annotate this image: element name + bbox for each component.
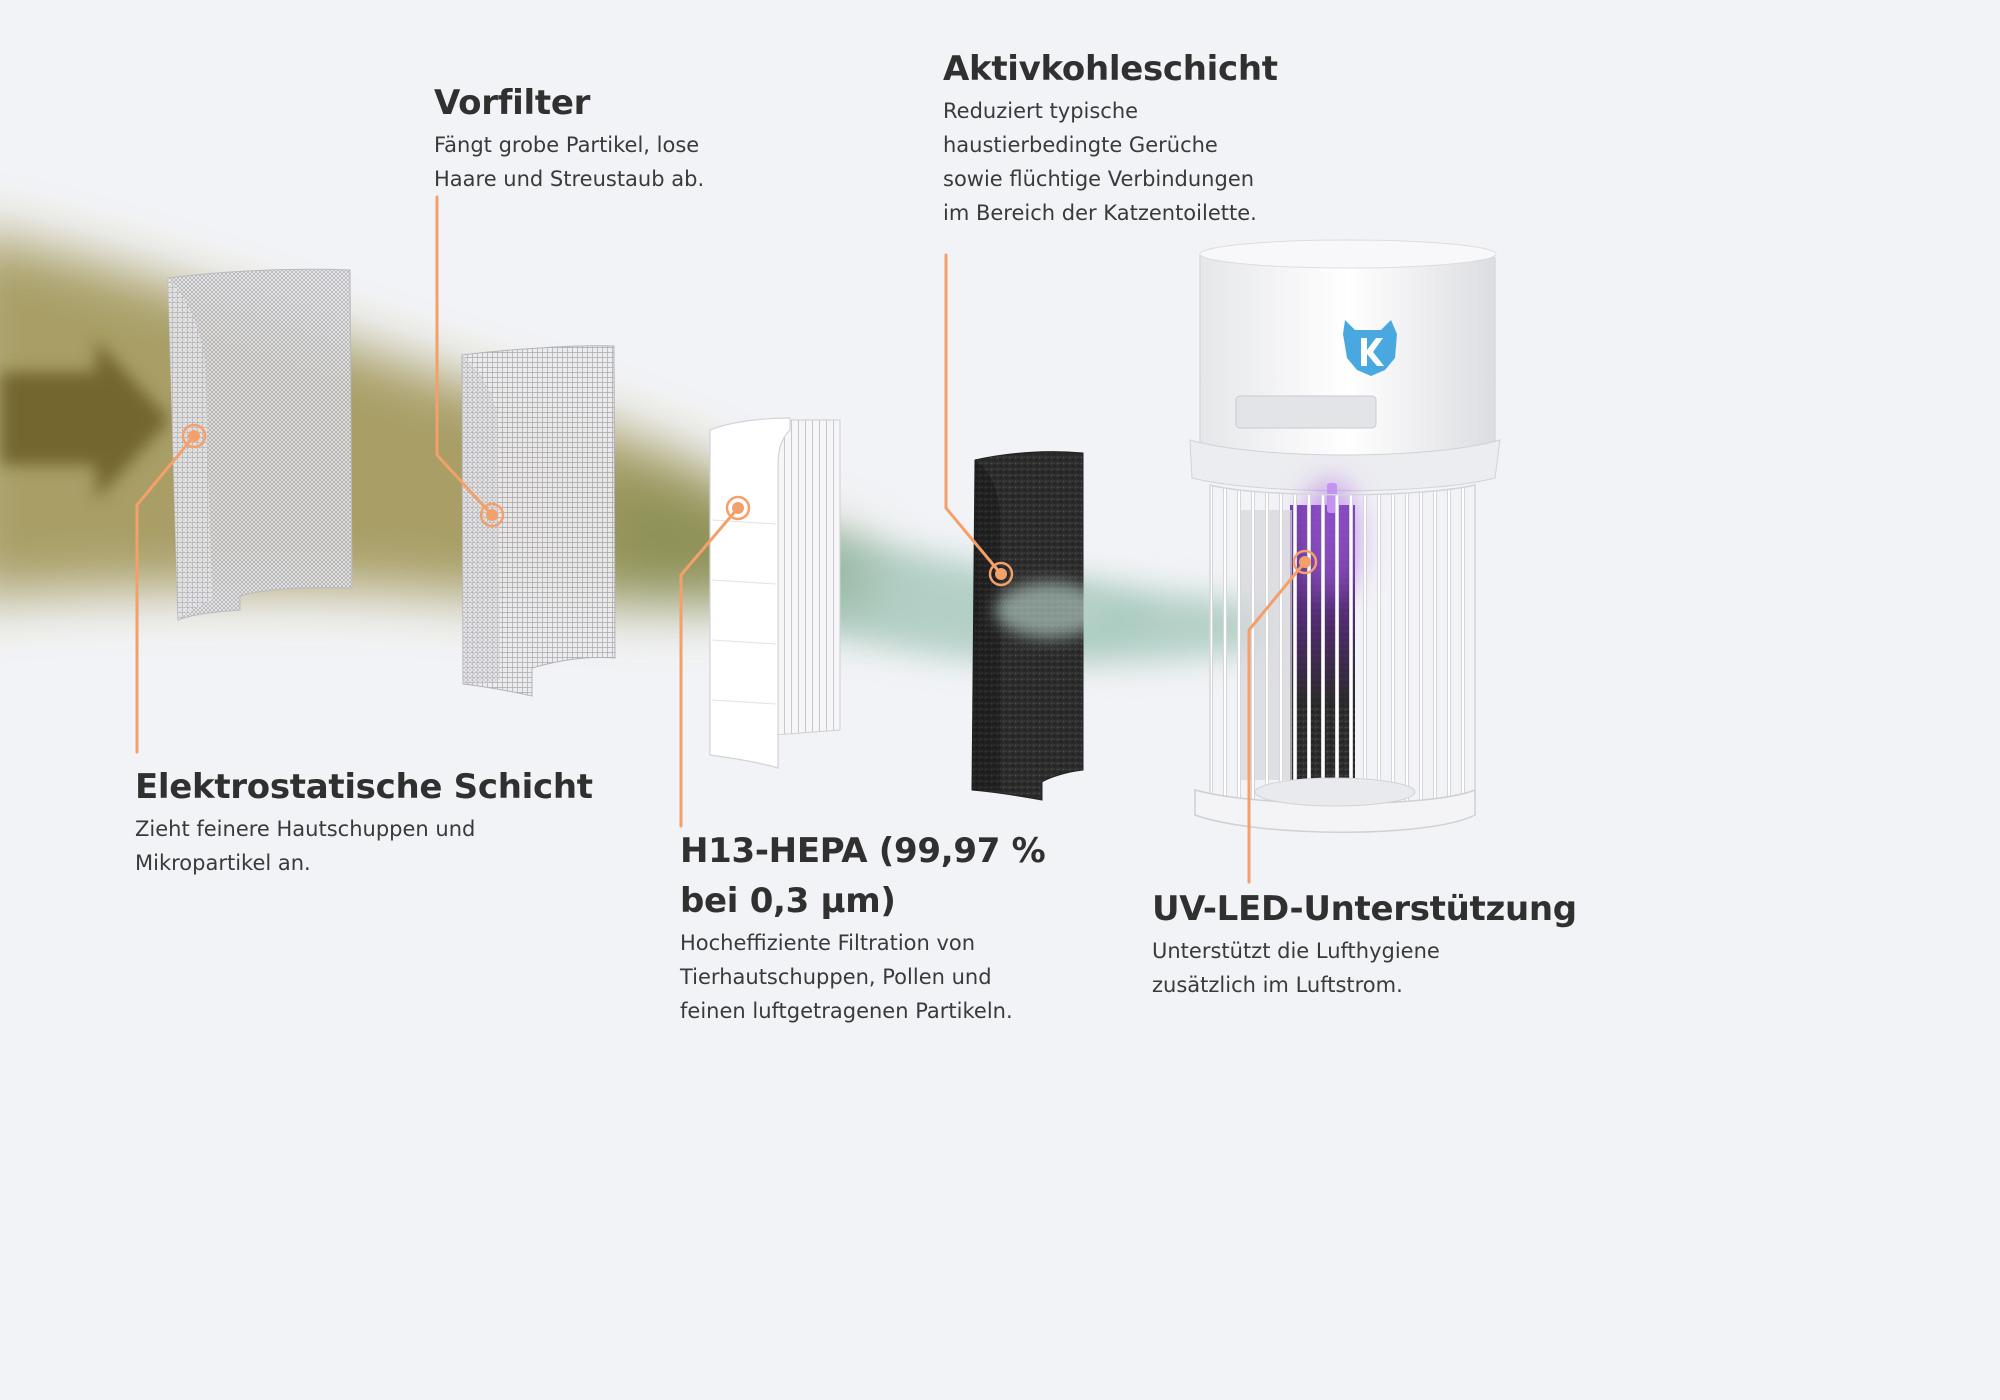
label-uv-led [1152,884,1577,1002]
elektrostatisch-line-2: Mikropartikel an. [135,851,311,875]
label-vorfilter [434,78,794,196]
elektrostatisch-description [135,812,615,880]
hepa-line-3: feinen luftgetragenen Partikeln. [680,999,1013,1023]
hepa-line-2: Tierhautschuppen, Pollen und [680,965,992,989]
uv-led-line-1: Unterstützt die Lufthygiene [1152,939,1440,963]
hepa-line-1: Hocheffiziente Filtration von [680,931,976,955]
hepa-title-line-1: H13-HEPA (99,97 % [680,831,1046,871]
uv-led-title: UV-LED-Unterstützung [1152,889,1577,929]
label-hepa [680,826,1060,1028]
aktivkohle-title: Aktivkohleschicht [943,49,1278,89]
vorfilter-line-2: Haare und Streustaub ab. [434,167,705,191]
carbon-filter [972,452,1105,800]
label-elektrostatisch [135,762,615,880]
hepa-filter [710,418,840,768]
aktivkohle-line-1: Reduziert typische [943,99,1139,123]
aktivkohle-line-3: sowie flüchtige Verbindungen [943,167,1255,191]
vorfilter-description [434,128,794,196]
elektrostatisch-line-1: Zieht feinere Hautschuppen und [135,817,476,841]
vorfilter-line-1: Fängt grobe Partikel, lose [434,133,700,157]
hepa-title-line-2: bei 0,3 µm) [680,881,896,921]
elektrostatisch-title: Elektrostatische Schicht [135,767,593,807]
hepa-description [680,926,1060,1028]
aktivkohle-line-4: im Bereich der Katzentoilette. [943,201,1257,225]
uv-led-line-2: zusätzlich im Luftstrom. [1152,973,1403,997]
purifier-device [1190,240,1500,832]
uv-led-description [1152,934,1562,1002]
prefilter-mesh [462,346,615,696]
aktivkohle-line-2: haustierbedingte Gerüche [943,133,1218,157]
vorfilter-title: Vorfilter [434,83,591,123]
electrostatic-filter [168,269,352,620]
aktivkohle-description [943,94,1323,230]
label-aktivkohle [943,44,1323,230]
hepa-title [680,826,1060,926]
